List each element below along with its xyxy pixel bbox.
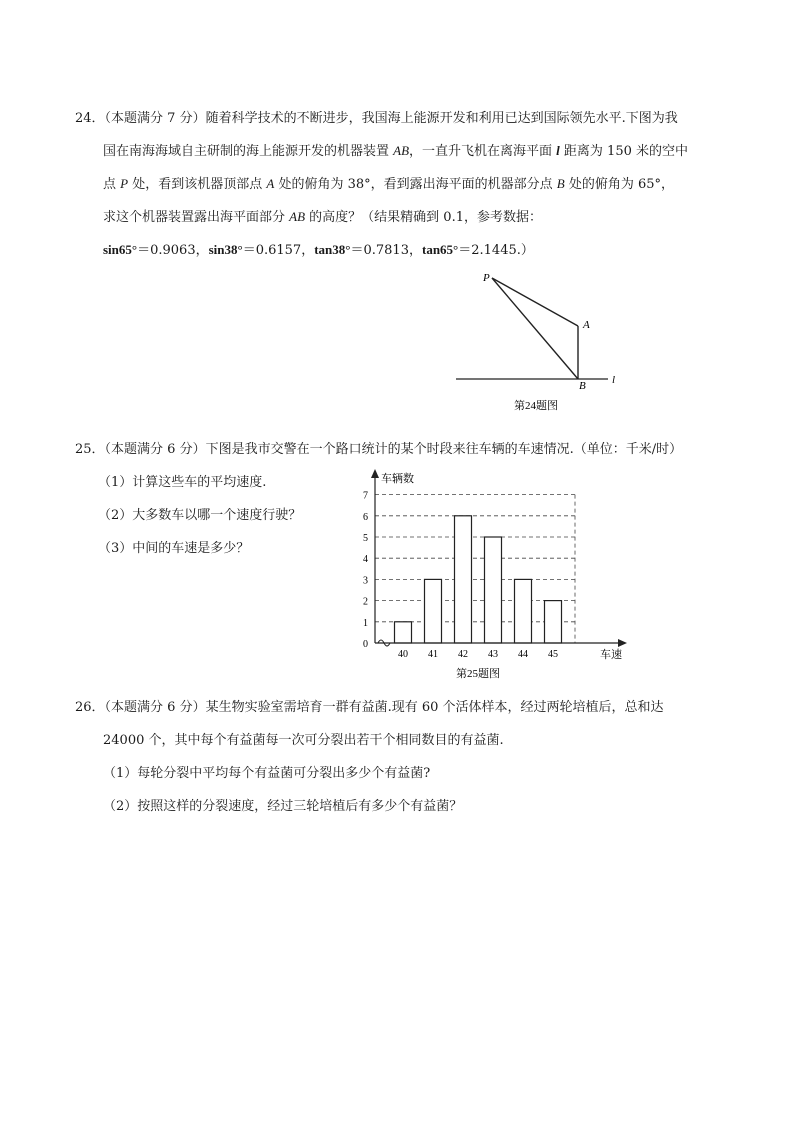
q24-label-B: B xyxy=(579,380,586,392)
y-tick-label: 0 xyxy=(363,639,368,650)
q24-line-4: 求这个机器装置露出海平面部分 AB 的高度？（结果精确到 0.1，参考数据： xyxy=(103,209,542,225)
x-axis-arrow xyxy=(618,639,627,647)
y-tick-label: 5 xyxy=(363,533,368,544)
q24-score: （本题满分 7 分） xyxy=(104,111,206,126)
x-axis-label: 车速 xyxy=(600,649,622,661)
q24-label-P: P xyxy=(483,272,490,284)
y-axis-arrow xyxy=(371,469,379,478)
x-tick-label: 45 xyxy=(548,649,558,660)
x-tick-label: 40 xyxy=(398,649,408,660)
q24-reference-data: sin65°＝0.9063，sin38°＝0.6157，tan38°＝0.7813，tan65°＝2.1445.） xyxy=(103,242,534,258)
y-tick-label: 7 xyxy=(363,490,368,502)
q26-number: 26． xyxy=(75,700,105,715)
x-tick-label: 41 xyxy=(428,649,438,660)
bar-44 xyxy=(515,579,532,643)
q26-sub-2: （2）按照这样的分裂速度，经过三轮培植后有多少个有益菌？ xyxy=(103,799,463,814)
q24-number: 24． xyxy=(75,111,105,126)
y-tick-label: 3 xyxy=(363,575,368,587)
q24-line-PA xyxy=(492,278,578,326)
q24-figure xyxy=(450,265,630,415)
q25-sub-2: （2）大多数车以哪一个速度行驶？ xyxy=(98,508,302,523)
x-tick-label: 43 xyxy=(488,649,498,660)
q24-figure-caption: 第24题图 xyxy=(514,400,558,412)
x-tick-label: 42 xyxy=(458,649,468,660)
bar-45 xyxy=(545,601,562,643)
q24-line-1: 24．（本题满分 7 分）随着科学技术的不断进步，我国海上能源开发和利用已达到国际领先水平.下图为我 xyxy=(75,111,678,126)
bar-42 xyxy=(455,516,472,643)
y-tick-label: 4 xyxy=(363,554,368,566)
q26-sub-1: （1）每轮分裂中平均每个有益菌可分裂出多少个有益菌? xyxy=(103,766,431,781)
q24-line-PB xyxy=(492,278,578,379)
q25-score: （本题满分 6 分） xyxy=(104,442,206,457)
y-axis-label: 车辆数 xyxy=(381,473,414,485)
q25-bar-chart xyxy=(350,465,640,683)
q24-line-2: 国在南海海域自主研制的海上能源开发的机器装置 AB，一直升飞机在离海平面 l 距离为 150 米的空中 xyxy=(103,143,689,159)
q24-label-l: l xyxy=(612,374,616,386)
q25-figure-caption: 第25题图 xyxy=(456,668,500,680)
q25-number: 25． xyxy=(75,442,105,457)
q25-sub-1: （1）计算这些车的平均速度. xyxy=(98,475,267,490)
bar-43 xyxy=(485,537,502,643)
bar-40 xyxy=(395,622,412,643)
q25-sub-3: （3）中间的车速是多少？ xyxy=(98,541,250,556)
y-tick-label: 2 xyxy=(363,596,368,608)
q25-stem: 25．（本题满分 6 分）下图是我市交警在一个路口统计的某个时段来往车辆的车速情况.（单位：千米/时） xyxy=(75,442,683,457)
q24-line-3: 点 P 处，看到该机器顶部点 A 处的俯角为 38°，看到露出海平面的机器部分点 B 处的俯角为 65°， xyxy=(103,176,675,192)
q26-line-2: 24000 个，其中每个有益菌每一次可分裂出若干个相同数目的有益菌. xyxy=(103,733,504,748)
y-tick-label: 1 xyxy=(363,617,368,629)
q26-line-1: 26．（本题满分 6 分）某生物实验室需培育一群有益菌.现有 60 个活体样本，经过两轮培植后，总和达 xyxy=(75,700,664,715)
bar-41 xyxy=(425,579,442,643)
q24-label-A: A xyxy=(583,319,590,331)
q26-score: （本题满分 6 分） xyxy=(104,700,206,715)
x-tick-label: 44 xyxy=(518,649,528,660)
y-tick-label: 6 xyxy=(363,511,368,523)
